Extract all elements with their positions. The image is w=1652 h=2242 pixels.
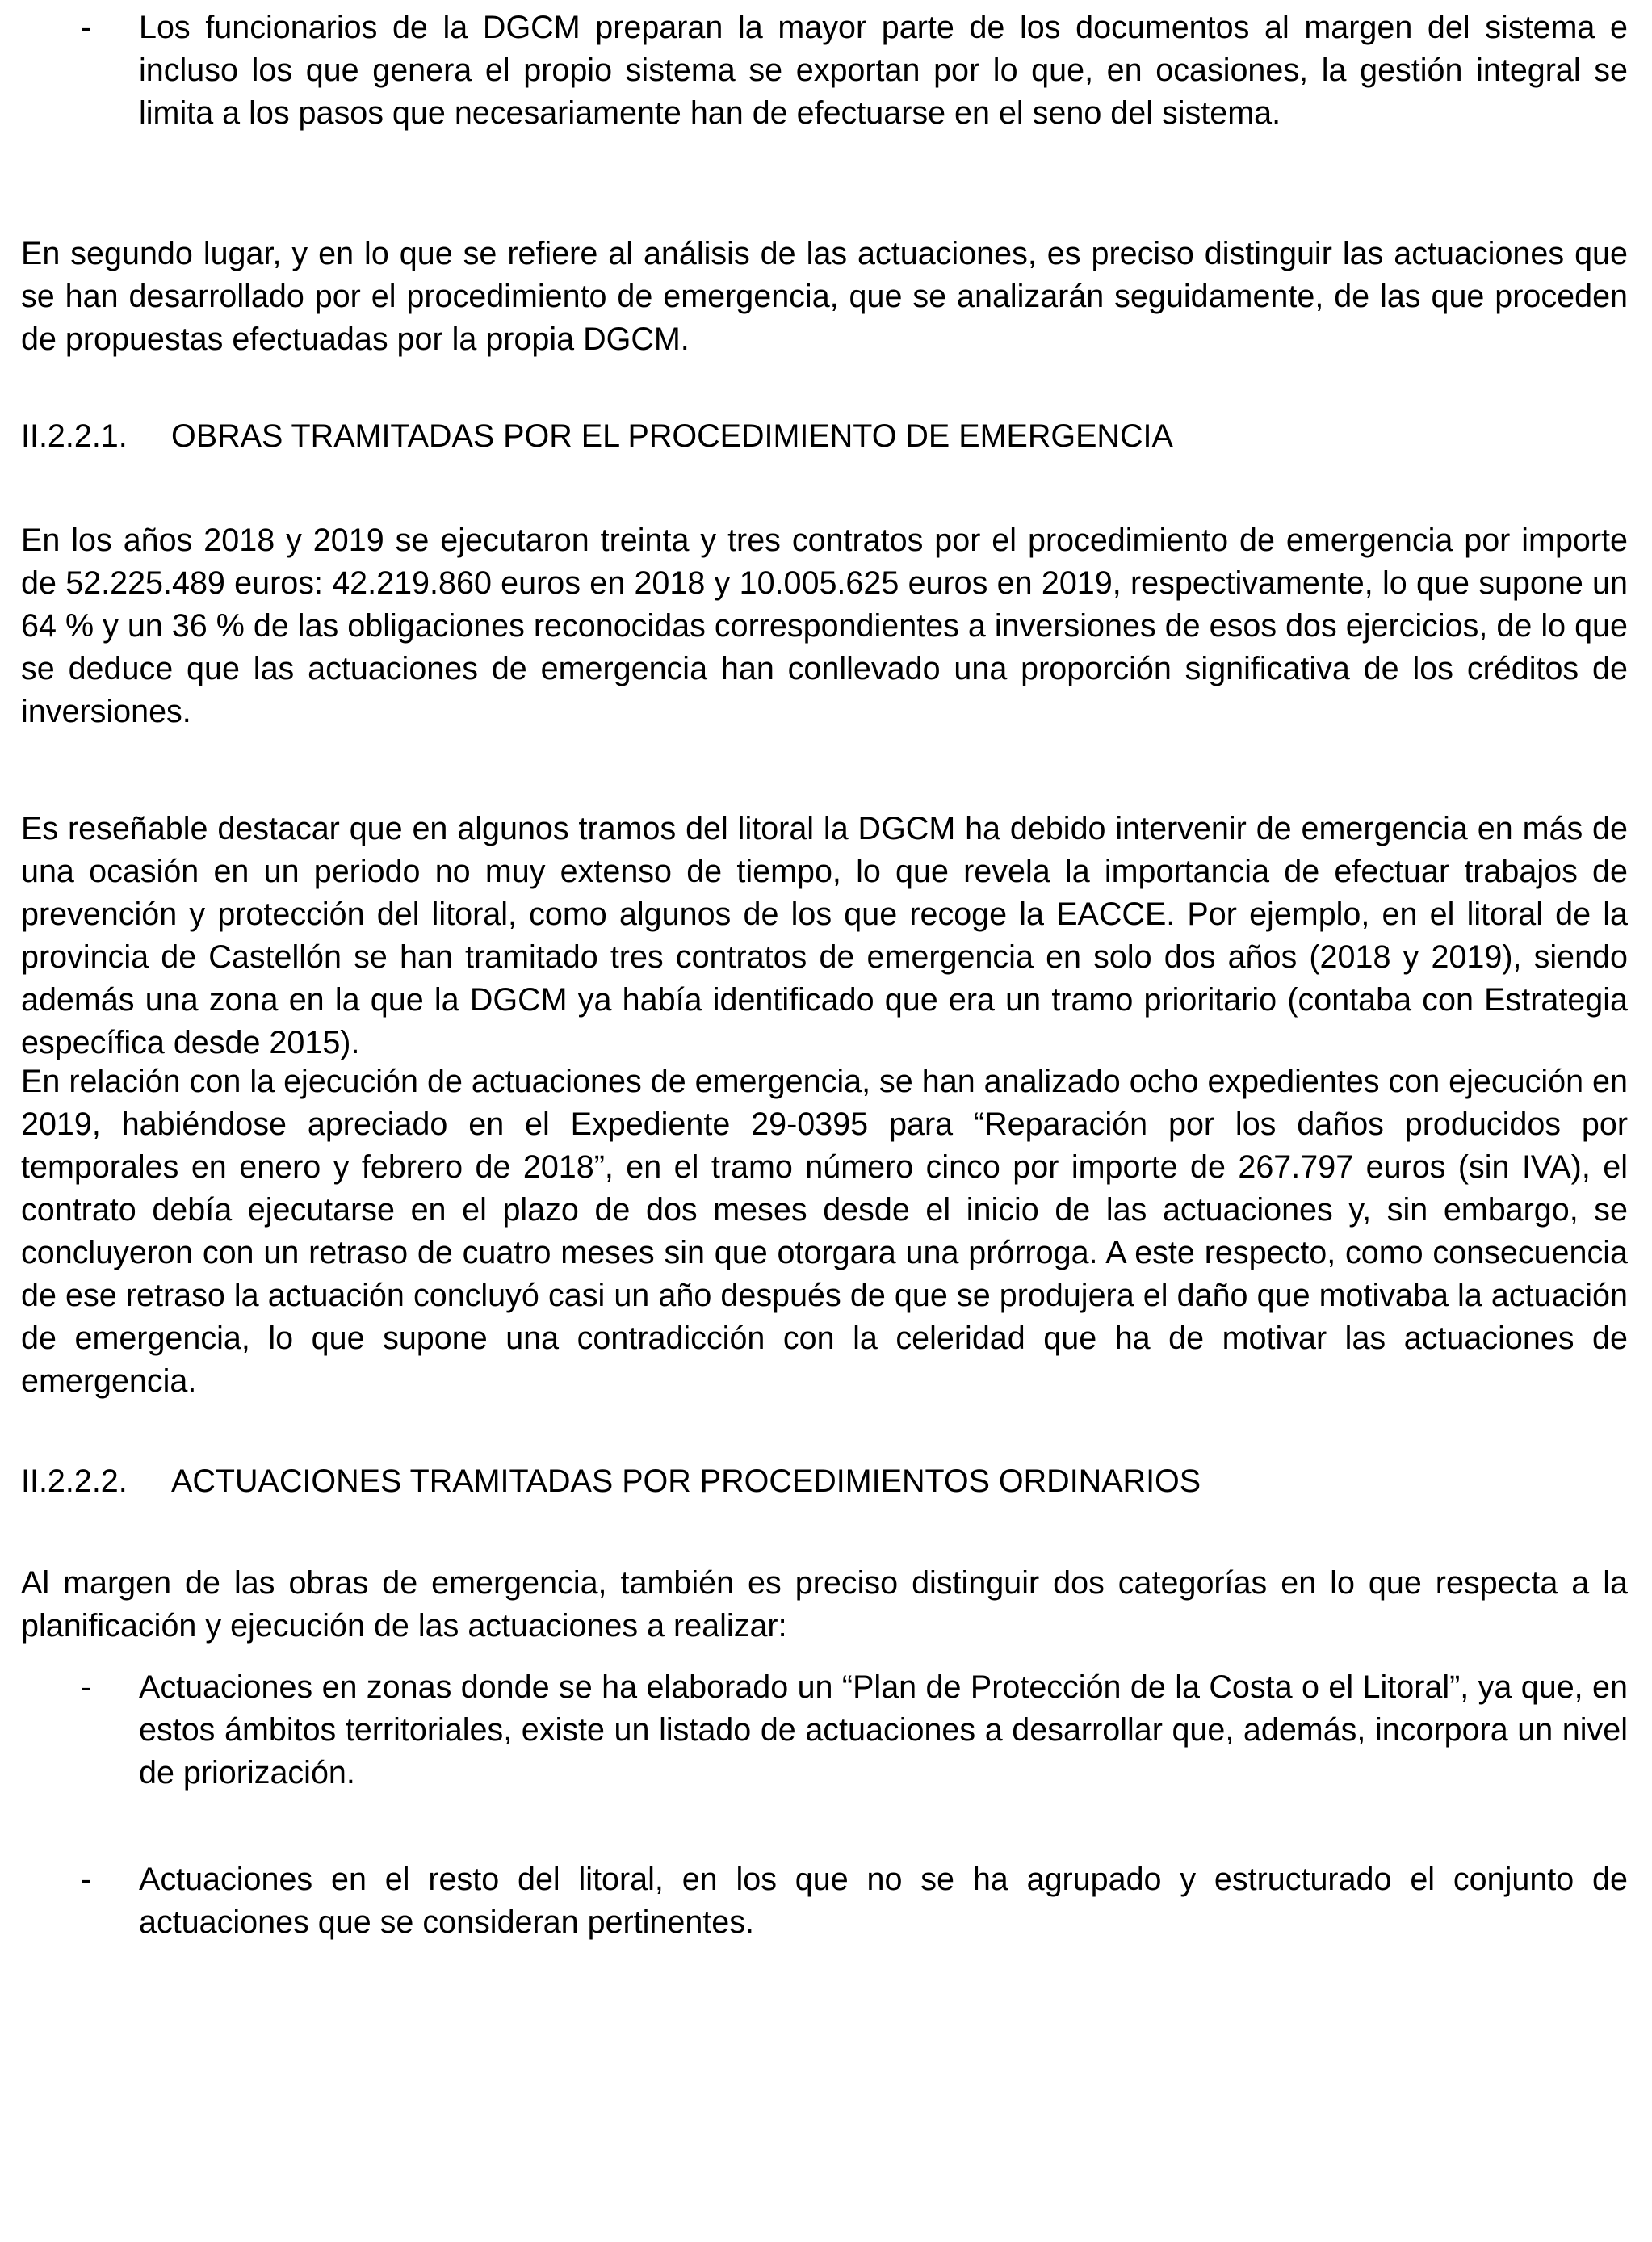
- section-heading-2: [21, 1460, 1201, 1503]
- bullet-dash: -: [81, 1669, 92, 1705]
- bullet-item: [81, 1666, 1628, 1795]
- bullet-item: [81, 6, 1628, 135]
- paragraph: En los años 2018 y 2019 se ejecutaron treinta y tres contratos por el procedimiento de emergencia por importe de 52.225.489 euros: 42.219.860 euros en 2018 y 10.005.625 euros en 2019, respectivamente, lo que supone un 64 % y un 36 % de las obligaciones reconocidas correspondientes a inversiones de esos dos ejercicios, de lo que se deduce que las actuaciones de emergencia han conllevado una proporción significativa de los créditos de inversiones.: [21, 523, 1628, 729]
- paragraph: Al margen de las obras de emergencia, también es preciso distinguir dos categorías en lo que respecta a la planificación y ejecución de las actuaciones a realizar:: [21, 1565, 1628, 1644]
- bullet-text: Actuaciones en zonas donde se ha elaborado un “Plan de Protección de la Costa o el Litoral”, ya que, en estos ámbitos territoriales, existe un listado de actuaciones a desarrollar que, además, incorpora un nivel de priorización.: [139, 1669, 1628, 1791]
- bullet-text: Actuaciones en el resto del litoral, en los que no se ha agrupado y estructurado el conjunto de actuaciones que se consideran pertinentes.: [139, 1862, 1628, 1940]
- section-title: ACTUACIONES TRAMITADAS POR PROCEDIMIENTOS ORDINARIOS: [171, 1463, 1201, 1499]
- section-number: II.2.2.2.: [21, 1463, 128, 1499]
- intro-paragraph: En segundo lugar, y en lo que se refiere al análisis de las actuaciones, es preciso distinguir las actuaciones que se han desarrollado por el procedimiento de emergencia, que se analizarán seguidamente, de las que proceden de propuestas efectuadas por la propia DGCM.: [21, 236, 1628, 357]
- section-number: II.2.2.1.: [21, 418, 128, 454]
- paragraph: En relación con la ejecución de actuaciones de emergencia, se han analizado ocho expedientes con ejecución en 2019, habiéndose apreciado en el Expediente 29-0395 para “Reparación por los daños producidos por temporales en enero y febrero de 2018”, en el tramo número cinco por importe de 267.797 euros (sin IVA), el contrato debía ejecutarse en el plazo de dos meses desde el inicio de las actuaciones y, sin embargo, se concluyeron con un retraso de cuatro meses sin que otorgara una prórroga. A este respecto, como consecuencia de ese retraso la actuación concluyó casi un año después de que se produjera el daño que motivaba la actuación de emergencia, lo que supone una contradicción con la celeridad que ha de motivar las actuaciones de emergencia.: [21, 1064, 1628, 1399]
- paragraph: Es reseñable destacar que en algunos tramos del litoral la DGCM ha debido intervenir de emergencia en más de una ocasión en un periodo no muy extenso de tiempo, lo que revela la importancia de efectuar trabajos de prevención y protección del litoral, como algunos de los que recoge la EACCE. Por ejemplo, en el litoral de la provincia de Castellón se han tramitado tres contratos de emergencia en solo dos años (2018 y 2019), siendo además una zona en la que la DGCM ya había identificado que era un tramo prioritario (contaba con Estrategia específica desde 2015).: [21, 811, 1628, 1060]
- section-title: OBRAS TRAMITADAS POR EL PROCEDIMIENTO DE EMERGENCIA: [171, 418, 1173, 454]
- bullet-dash: -: [81, 10, 92, 45]
- bullet-dash: -: [81, 1862, 92, 1897]
- bullet-item: [81, 1858, 1628, 1944]
- bullet-text: Los funcionarios de la DGCM preparan la mayor parte de los documentos al margen del sistema e incluso los que genera el propio sistema se exportan por lo que, en ocasiones, la gestión integral se limita a los pasos que necesariamente han de efectuarse en el seno del sistema.: [139, 10, 1628, 131]
- section-heading-1: [21, 415, 1173, 458]
